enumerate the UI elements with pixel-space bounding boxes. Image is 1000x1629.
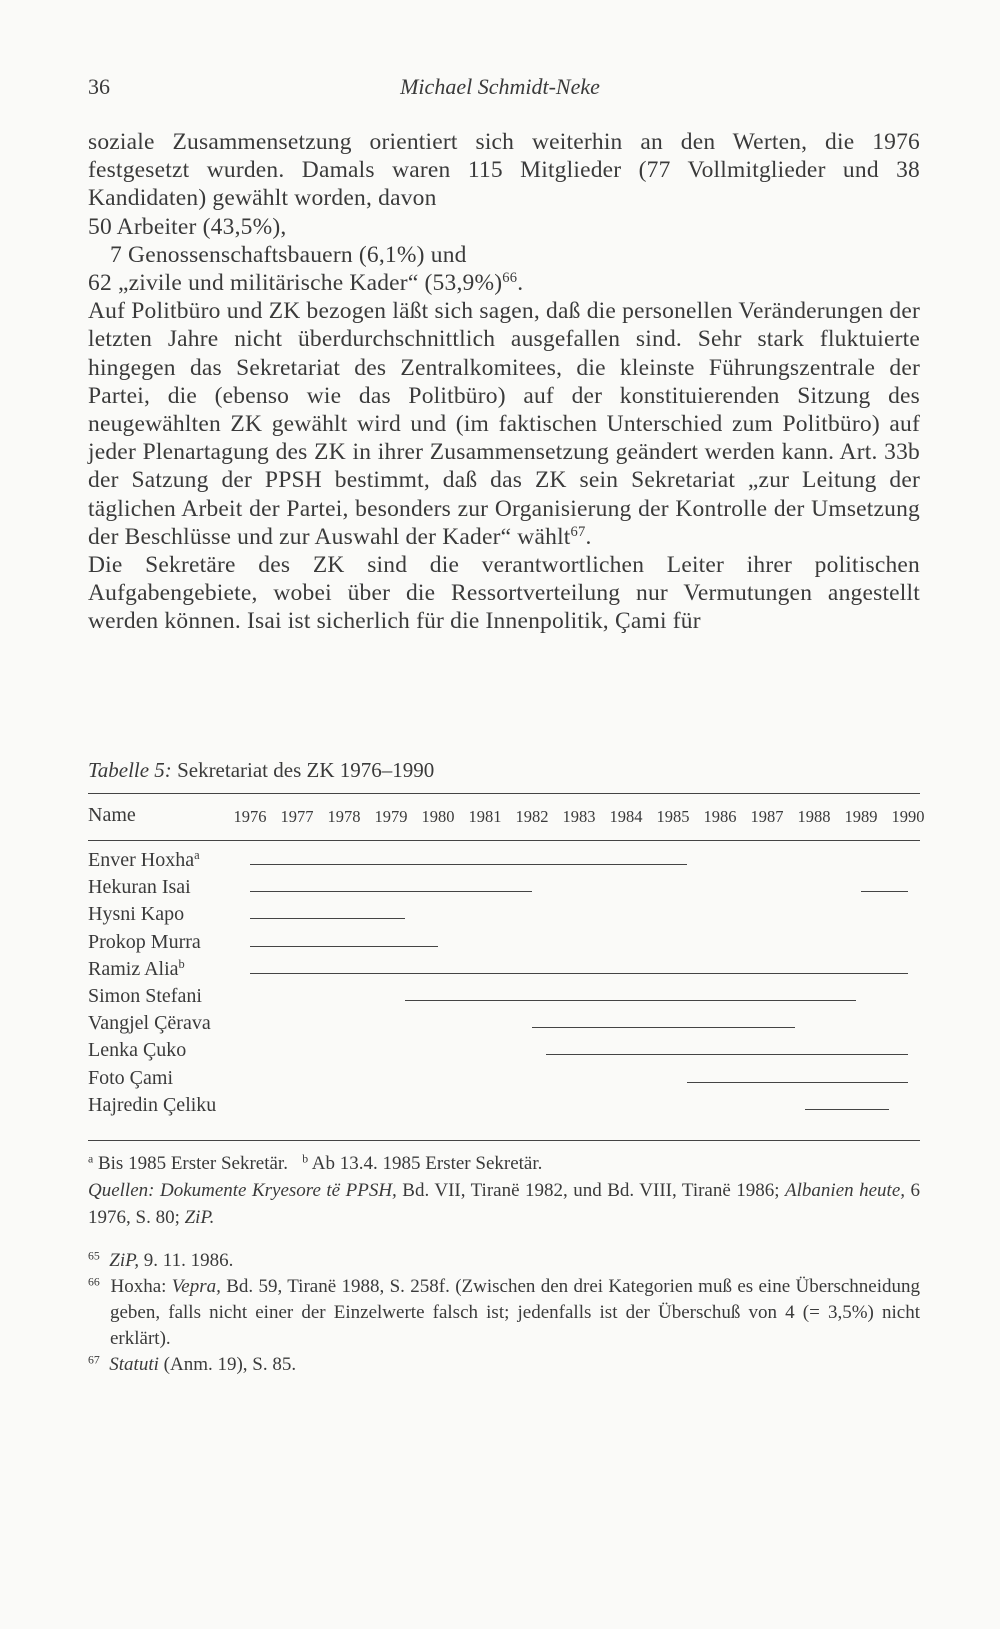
row-name-hysni-kapo [88,903,184,926]
footnote-65-num: 65 [88,1249,100,1263]
footnote-66-num: 66 [88,1275,100,1289]
row-name-text: Prokop Murra [88,930,201,953]
table-header-rule [88,840,920,841]
year-header-1988: 1988 [797,807,831,826]
footnotes [88,1248,920,1378]
year-header-1986: 1986 [703,807,737,826]
tenure-bar-simon-stefani-0 [405,1000,856,1001]
row-name-text: Hajredin Çeliku [88,1093,217,1116]
paragraph-2-end: . [585,523,592,550]
paragraph-2 [88,297,920,551]
note-b-mark: b [302,1152,309,1166]
year-header-1978: 1978 [327,807,361,826]
sources-title-1: Dokumente Kryesore të PPSH, [159,1180,397,1201]
body-text [88,128,920,636]
year-header-1981: 1981 [468,807,502,826]
year-header-1976: 1976 [233,807,267,826]
row-name-ramiz-alia [88,958,185,981]
tenure-bar-prokop-murra-0 [250,946,438,947]
row-name-enver-hoxha [88,849,200,872]
year-header-1984: 1984 [609,807,643,826]
row-name-note-mark: a [194,848,200,863]
footnote-66-italic: Vepra, [171,1276,221,1297]
sources-label: Quellen: [88,1180,155,1201]
list-item-kader-end: . [517,270,524,297]
tenure-bar-hekuran-isai-0 [250,891,532,892]
tenure-bar-hysni-kapo-0 [250,918,405,919]
tenure-bar-ramiz-alia-0 [250,973,908,974]
list-item-bauern: 7 Genossenschaftsbauern (6,1%) und [110,241,467,268]
row-name-lenka-uko [88,1039,186,1062]
year-header-1985: 1985 [656,807,690,826]
sources-title-3: ZiP. [184,1207,215,1228]
footnote-ref-67: 67 [570,523,586,540]
table-notes [88,1150,920,1231]
year-header-1980: 1980 [421,807,455,826]
running-head: Michael Schmidt-Neke [400,74,600,99]
footnote-66-prefix: Hoxha: [110,1276,172,1297]
row-name-vangjel-rava [88,1012,211,1035]
row-name-text: Foto Çami [88,1066,174,1089]
table-caption [88,758,434,783]
list-item-arbeiter: 50 Arbeiter (43,5%), [88,213,287,240]
year-header-1989: 1989 [844,807,878,826]
tenure-bar-hajredin-eliku-0 [805,1109,890,1110]
table-header-name: Name [88,804,136,826]
tenure-bar-lenka-uko-0 [546,1054,908,1055]
row-name-text: Ramiz Alia [88,957,179,980]
footnote-67-num: 67 [88,1353,100,1367]
table-top-rule [88,793,920,794]
note-a-mark: a [88,1152,94,1166]
list-item-kader [88,269,920,297]
footnote-ref-66: 66 [502,270,518,287]
year-header-1982: 1982 [515,807,549,826]
sources-rest-1: Bd. VII, Tiranë 1982, und Bd. VIII, Tiranë 1986; [402,1180,780,1201]
tenure-bar-foto-ami-0 [687,1082,908,1083]
row-name-text: Lenka Çuko [88,1039,187,1062]
footnote-67-italic: Statuti [109,1354,159,1375]
paragraph-1: soziale Zusammensetzung orientiert sich weiterhin an den Werten, die 1976 festgesetzt wurden. Damals waren 115 Mitglieder (77 Vollmitglieder und 38 Kandidaten) gewählt worden, davon [88,129,920,212]
tenure-bar-hekuran-isai-1 [861,891,908,892]
sources-title-2: Albanien heute, [785,1180,906,1201]
row-name-hekuran-isai [88,876,191,899]
year-header-1990: 1990 [891,807,925,826]
footnote-66-text: Bd. 59, Tiranë 1988, S. 258f. (Zwischen den drei Kategorien muß es eine Überschneidung geben, falls nicht einer der Einzelwerte falsch ist; jedenfalls ist der Überschuß von 4 (= 3,5%) nicht erklärt). [110,1276,921,1349]
table-caption-text: Sekretariat des ZK 1976–1990 [177,758,435,782]
footnote-66 [88,1274,920,1352]
table-note-ab [88,1150,920,1177]
sources-rest-2: 6 1976, S. 80; [88,1180,921,1228]
list-item-kader-text: 62 „zivile und militärische Kader“ (53,9%) [88,270,503,297]
year-header-1983: 1983 [562,807,596,826]
note-a-text: Bis 1985 Erster Sekretär. [97,1153,288,1174]
table-sources [88,1177,920,1231]
row-name-prokop-murra [88,931,201,954]
tenure-bar-vangjel-rava-0 [532,1027,795,1028]
table-caption-label: Tabelle 5: [88,758,172,782]
paragraph-2-text: Auf Politbüro und ZK bezogen läßt sich sagen, daß die personellen Veränderungen der letzten Jahre nicht überdurchschnittlich ausgefallen sind. Sehr stark fluktuierte hingegen das Sekretariat des Zentralkomitees, die kleinste Führungszentrale der Partei, die (ebenso wie das Politbüro) auf der konstituierenden Sitzung des neugewählten ZK gewählt wird und (im faktischen Unterschied zum Politbüro) auf jeder Plenartagung des ZK in ihrer Zusammensetzung geändert werden kann. Art. 33b der Satzung der PPSH bestimmt, daß das ZK sein Sekretariat „zur Leitung der täglichen Arbeit der Partei, besonders zur Organisierung der Kontrolle der Umsetzung der Beschlüsse und zur Auswahl der Kader“ wählt [88,298,920,550]
footnote-65-text: 9. 11. 1986. [139,1250,234,1271]
row-name-text: Hysni Kapo [88,903,185,926]
row-name-hajredin-eliku [88,1094,216,1117]
row-name-text: Enver Hoxha [88,849,195,871]
row-name-text: Hekuran Isai [88,876,191,899]
year-header-1979: 1979 [374,807,408,826]
row-name-simon-stefani [88,985,202,1008]
footnote-67 [88,1352,920,1378]
note-b-text: Ab 13.4. 1985 Erster Sekretär. [311,1153,543,1174]
table-bottom-rule [88,1140,920,1141]
row-name-foto-ami [88,1067,173,1090]
paragraph-3: Die Sekretäre des ZK sind die verantwortlichen Leiter ihrer politischen Aufgabengebiete, wobei über die Ressortverteilung nur Vermutungen angestellt werden können. Isai ist sicherlich für die Innenpolitik, Çami für [88,552,920,635]
footnote-67-text: (Anm. 19), S. 85. [158,1354,297,1375]
page-number: 36 [88,74,110,99]
row-name-note-mark: b [178,956,185,971]
footnote-65-italic: ZiP, [109,1250,140,1271]
row-name-text: Vangjel Çërava [88,1012,211,1035]
year-header-1977: 1977 [280,807,314,826]
row-name-text: Simon Stefani [88,985,202,1007]
footnote-65 [88,1248,920,1274]
year-header-1987: 1987 [750,807,784,826]
tenure-bar-enver-hoxha-0 [250,864,687,865]
